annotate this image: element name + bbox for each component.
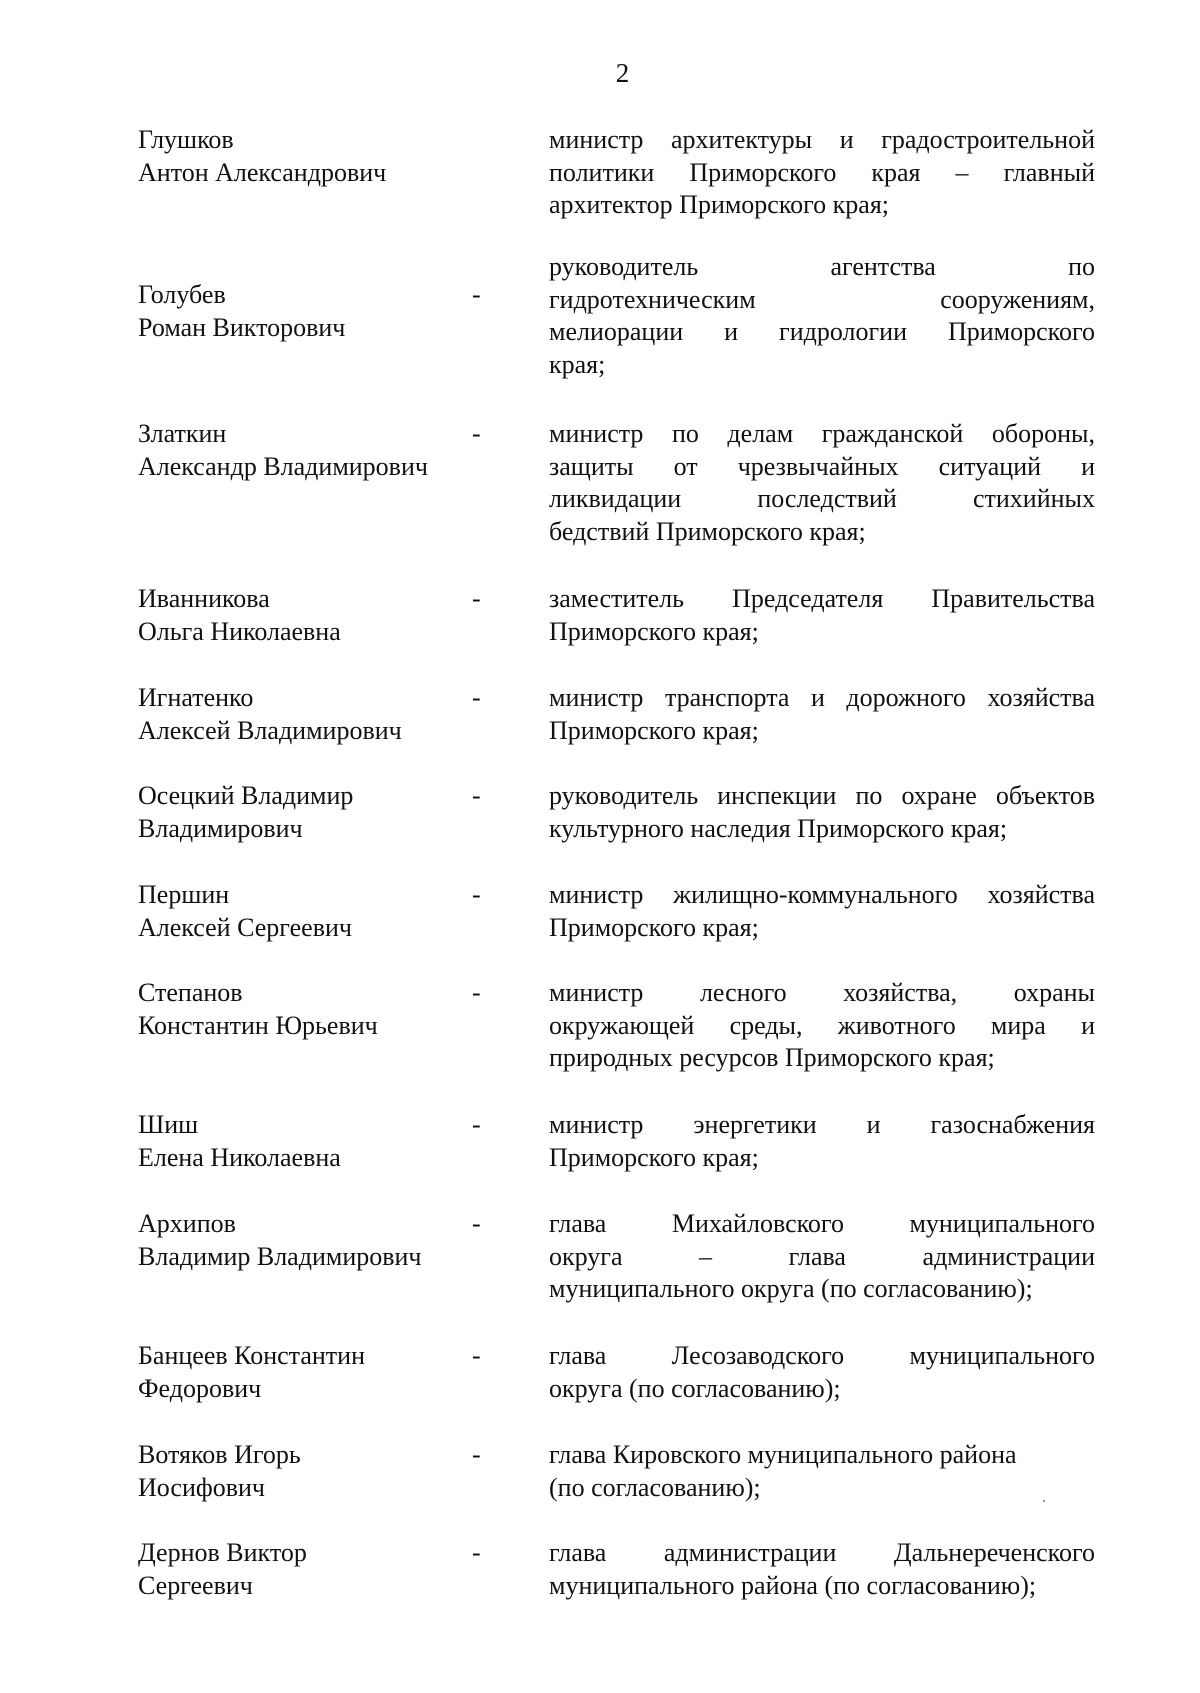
role-line: политики Приморского края – главный — [549, 157, 1095, 187]
role-line: ликвидации последствий стихийных — [549, 484, 1095, 513]
role-line: Приморского края; — [549, 1142, 759, 1172]
role-line: бедствий Приморского края; — [549, 516, 866, 546]
member-given-names: Елена Николаевна — [138, 1142, 341, 1172]
scan-speck — [1043, 1500, 1045, 1502]
member-name — [138, 879, 468, 944]
role-line: культурного наследия Приморского края; — [549, 813, 1008, 843]
member-surname: Дернов Виктор — [138, 1538, 307, 1567]
separator-dash: - — [472, 880, 481, 909]
role-line: мелиорации и гидрологии Приморского — [549, 317, 1095, 346]
member-given-names: Иосифович — [138, 1472, 265, 1502]
member-role — [549, 418, 1095, 548]
member-surname: Банцеев Константин — [138, 1341, 365, 1370]
role-line: Приморского края; — [549, 912, 759, 942]
member-role — [549, 1439, 1095, 1504]
member-name — [138, 1439, 468, 1504]
separator-dash: - — [472, 683, 481, 712]
separator-dash: - — [472, 1341, 481, 1370]
member-role — [549, 1340, 1095, 1405]
role-line: министр жилищно-коммунального хозяйства — [549, 880, 1095, 909]
member-name — [138, 1340, 468, 1405]
separator-dash: - — [472, 419, 481, 448]
member-given-names: Ольга Николаевна — [138, 616, 341, 646]
separator-dash: - — [472, 584, 481, 613]
member-role — [549, 977, 1095, 1075]
member-given-names: Роман Викторович — [138, 312, 346, 342]
role-line: окружающей среды, животного мира и — [549, 1010, 1095, 1040]
member-given-names: Владимир Владимирович — [138, 1241, 422, 1271]
separator-dash: - — [472, 978, 481, 1007]
role-line: руководитель инспекции по охране объектов — [549, 781, 1095, 810]
page-number: 2 — [615, 58, 630, 88]
role-line: края; — [549, 349, 606, 379]
role-line: Приморского края; — [549, 715, 759, 745]
role-line: Приморского края; — [549, 616, 759, 646]
role-line: министр энергетики и газоснабжения — [549, 1110, 1095, 1139]
member-role — [549, 1537, 1095, 1602]
member-role — [549, 1208, 1095, 1306]
role-line: природных ресурсов Приморского края; — [549, 1043, 995, 1072]
member-surname: Голубев — [138, 280, 226, 309]
member-name — [138, 418, 468, 483]
member-name — [138, 682, 468, 747]
separator-dash: - — [472, 1538, 481, 1567]
member-given-names: Федорович — [138, 1373, 262, 1403]
member-name — [138, 780, 468, 845]
separator-dash: - — [472, 1440, 481, 1469]
member-given-names: Алексей Сергеевич — [138, 912, 352, 942]
member-name — [138, 1109, 468, 1174]
member-role — [549, 251, 1095, 381]
member-given-names: Антон Александрович — [138, 157, 387, 187]
member-given-names: Сергеевич — [138, 1570, 253, 1600]
role-line: гидротехническим сооружениям, — [549, 284, 1095, 314]
role-line: округа – глава администрации — [549, 1241, 1095, 1271]
member-name — [138, 1208, 468, 1273]
member-name — [138, 279, 468, 344]
role-line: глава Кировского муниципального района — [549, 1440, 1017, 1469]
member-role — [549, 879, 1095, 944]
separator-dash: - — [472, 280, 481, 309]
role-line: заместитель Председателя Правительства — [549, 584, 1095, 613]
role-line: (по согласованию); — [549, 1472, 761, 1502]
role-line: архитектор Приморского края; — [549, 190, 890, 219]
role-line: защиты от чрезвычайных ситуаций и — [549, 451, 1095, 481]
member-role — [549, 780, 1095, 845]
role-line: министр архитектуры и градостроительной — [549, 125, 1095, 154]
member-surname: Шиш — [138, 1110, 199, 1139]
member-surname: Вотяков Игорь — [138, 1440, 301, 1469]
role-line: министр по делам гражданской обороны, — [549, 419, 1095, 448]
role-line: глава Лесозаводского муниципального — [549, 1341, 1095, 1370]
member-surname: Игнатенко — [138, 683, 254, 712]
member-name — [138, 124, 468, 189]
member-role — [549, 682, 1095, 747]
member-given-names: Александр Владимирович — [138, 451, 428, 481]
role-line: глава администрации Дальнереченского — [549, 1538, 1095, 1567]
member-role — [549, 1109, 1095, 1174]
role-line: глава Михайловского муниципального — [549, 1209, 1095, 1238]
member-role — [549, 124, 1095, 222]
member-given-names: Константин Юрьевич — [138, 1010, 378, 1040]
member-role — [549, 583, 1095, 648]
member-name — [138, 1537, 468, 1602]
member-surname: Архипов — [138, 1209, 236, 1238]
separator-dash: - — [472, 781, 481, 810]
role-line: министр транспорта и дорожного хозяйства — [549, 683, 1095, 712]
role-line: министр лесного хозяйства, охраны — [549, 978, 1095, 1007]
role-line: руководитель агентства по — [549, 252, 1095, 281]
separator-dash: - — [472, 1209, 481, 1238]
role-line: муниципального района (по согласованию); — [549, 1570, 1037, 1600]
role-line: муниципального округа (по согласованию); — [549, 1274, 1033, 1303]
member-surname: Першин — [138, 880, 230, 909]
member-surname: Иванникова — [138, 584, 270, 613]
separator-dash: - — [472, 1110, 481, 1139]
member-surname: Осецкий Владимир — [138, 781, 354, 810]
member-name — [138, 583, 468, 648]
member-surname: Степанов — [138, 978, 243, 1007]
member-given-names: Владимирович — [138, 813, 303, 843]
member-surname: Златкин — [138, 419, 227, 448]
member-surname: Глушков — [138, 125, 234, 154]
role-line: округа (по согласованию); — [549, 1373, 841, 1403]
member-name — [138, 977, 468, 1042]
member-given-names: Алексей Владимирович — [138, 715, 402, 745]
